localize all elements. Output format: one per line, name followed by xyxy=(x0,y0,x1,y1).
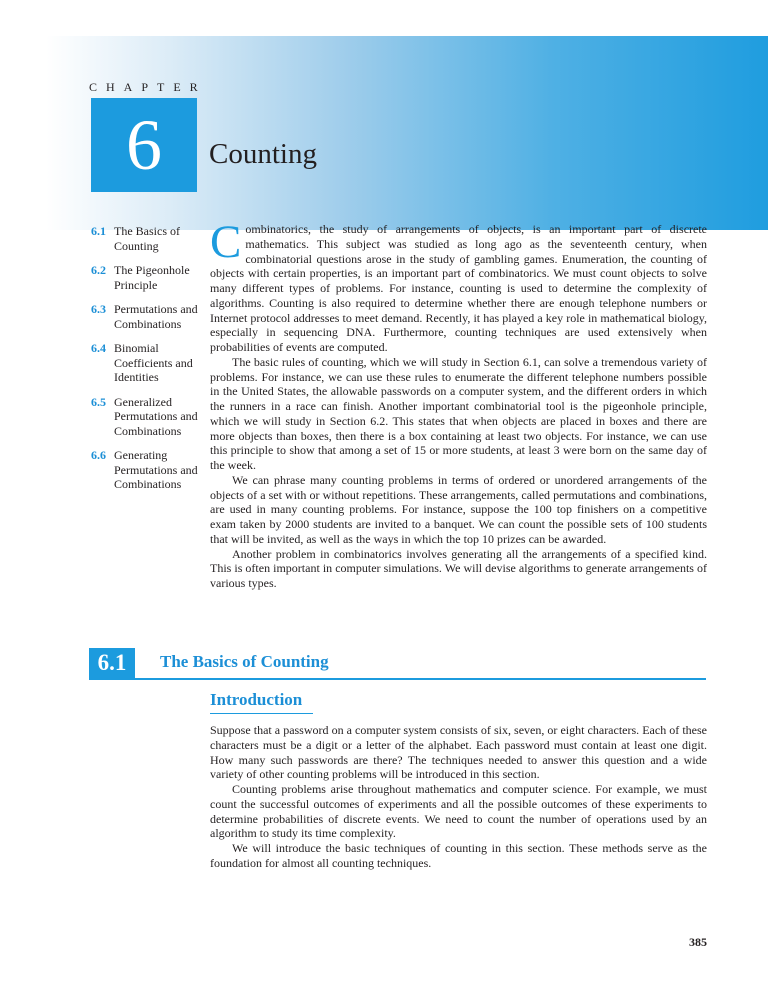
toc-number: 6.5 xyxy=(91,394,106,409)
section-number: 6.1 xyxy=(97,650,127,675)
toc-number: 6.1 xyxy=(91,224,106,238)
chapter-label: CHAPTER xyxy=(89,80,207,94)
toc-label: Generating Permutations and Combinations xyxy=(114,448,198,491)
toc-item[interactable] xyxy=(91,302,203,331)
body-paragraph: Suppose that a password on a computer system consists of six, seven, or eight characters. Each of these characters must be a digit or a letter of the alphabet. Each password must contain at least one digit. How many such passwords are there? The techniques needed to answer this question and a wide variety of other counting problems will be introduced in this section. xyxy=(210,723,707,782)
toc-number: 6.2 xyxy=(91,263,106,277)
subsection-title: Introduction xyxy=(210,690,303,709)
drop-cap: C xyxy=(210,216,242,268)
chapter-number-box xyxy=(91,98,197,192)
intro-paragraph: Another problem in combinatorics involves generating all the arrangements of a specified kind. This is often important in computer simulations. We will devise algorithms to generate arrangements of various types. xyxy=(210,546,707,590)
intro-paragraph: We can phrase many counting problems in terms of ordered or unordered arrangements of the objects of a set with or without repetitions. These arrangements, called permutations and combinations, are used in many counting problems. For instance, suppose the 100 top finishers on a competitive exam taken by 2000 students are invited to a banquet. We can count the possible sets of 100 students that will be invited, as well as the ways in which the top 10 prizes can be awarded. xyxy=(210,472,707,546)
toc-item[interactable] xyxy=(91,341,203,385)
toc-number: 6.6 xyxy=(91,448,106,462)
section-rule xyxy=(89,678,706,680)
section-body xyxy=(210,723,707,871)
chapter-number: 6 xyxy=(126,105,162,185)
intro-paragraph xyxy=(210,216,707,355)
intro-paragraph-text: ombinatorics, the study of arrangements of objects, is an important part of discrete mathematics. This subject was studied as long ago as the seventeenth century, when combinatorial questions arose in the study of gambling games. Enumeration, the counting of objects with certain properties, is an important part of combinatorics. We must count objects to solve many different types of problems. For instance, counting is used to determine the complexity of algorithms. Counting is also required to determine whether there are enough telephone numbers or Internet protocol addresses to meet demand. Recently, it has played a key role in mathematical biology, especially in sequencing DNA. Furthermore, counting techniques are used extensively when probabilities of events are computed. xyxy=(210,222,707,354)
chapter-introduction xyxy=(210,216,707,591)
toc-number: 6.4 xyxy=(91,341,106,355)
toc-label: The Basics of Counting xyxy=(114,224,180,253)
toc-label: The Pigeonhole Principle xyxy=(114,263,190,292)
body-paragraph: We will introduce the basic techniques of counting in this section. These methods serve as the foundation for almost all counting techniques. xyxy=(210,841,707,870)
toc-label: Permutations and Combinations xyxy=(114,302,198,331)
subsection-rule xyxy=(210,713,313,714)
toc-item[interactable] xyxy=(91,263,203,292)
toc-item[interactable] xyxy=(91,395,203,439)
intro-paragraph: The basic rules of counting, which we will study in Section 6.1, can solve a tremendous variety of problems. For instance, we can use these rules to enumerate the different telephone numbers possible in the United States, the allowable passwords on a computer system, and the different orders in which the runners in a race can finish. Another important combinatorial tool is the pigeonhole principle, which we will study in Section 6.2. This states that when objects are placed in boxes and there are more objects than boxes, then there is a box containing at least two objects. For instance, we can use this principle to show that among a set of 15 or more students, at least 3 were born on the same day of the week. xyxy=(210,354,707,472)
toc-item[interactable] xyxy=(91,448,203,492)
page-number: 385 xyxy=(689,935,707,949)
toc-number: 6.3 xyxy=(91,302,106,316)
toc-label: Binomial Coefficients and Identities xyxy=(114,341,193,384)
chapter-title: Counting xyxy=(209,138,317,170)
toc-label: Generalized Permutations and Combinations xyxy=(114,394,198,438)
section-number-box xyxy=(89,648,135,678)
toc-item[interactable] xyxy=(91,224,203,253)
body-paragraph: Counting problems arise throughout mathematics and computer science. For example, we must count the successful outcomes of experiments and all the possible outcomes of these experiments to determine probabilities of discrete events. We need to count the number of operations used by an algorithm to study its time complexity. xyxy=(210,782,707,841)
chapter-contents xyxy=(91,224,203,502)
section-title: The Basics of Counting xyxy=(160,652,329,671)
